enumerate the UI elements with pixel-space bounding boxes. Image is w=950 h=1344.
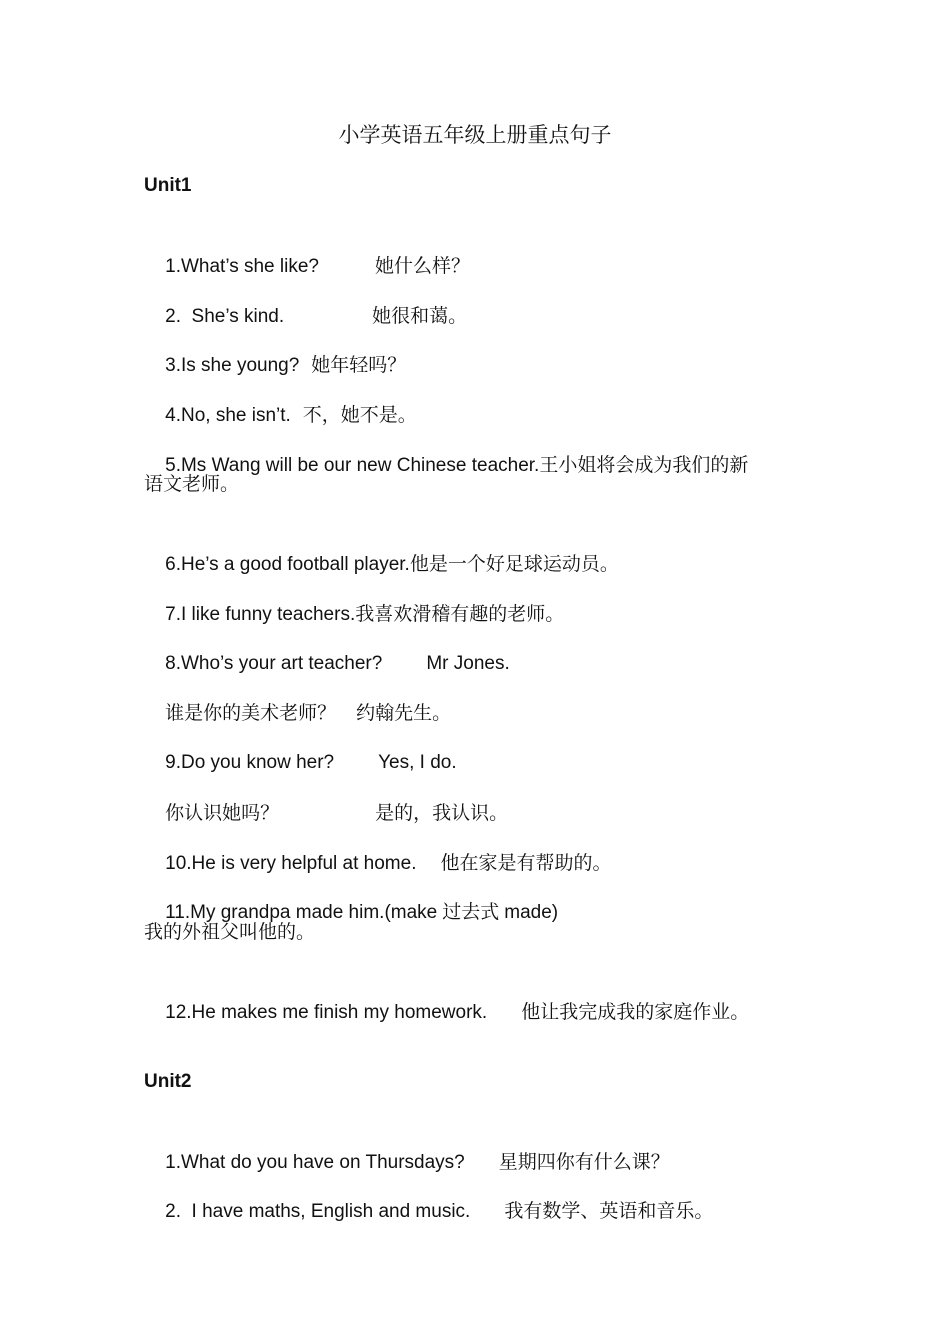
unit1-sentence-5: [144, 420, 749, 476]
sentence-english: 2. I have maths, English and music.: [165, 1201, 471, 1222]
sentence-chinese: 他让我完成我的家庭作业。: [521, 1001, 750, 1023]
unit1-sentence-9-translation: [144, 768, 509, 824]
sentence-english: 2. She’s kind.: [165, 306, 285, 327]
unit1-sentence-3: [144, 320, 407, 376]
sentence-note: 过去式: [442, 901, 500, 923]
sentence-chinese: 我喜欢滑稽有趣的老师。: [355, 603, 565, 625]
unit2-sentence-2: [144, 1166, 714, 1222]
sentence-english-answer: Mr Jones.: [426, 653, 510, 674]
sentence-chinese: 你认识她吗？: [165, 802, 280, 824]
unit1-sentence-8-translation: [144, 668, 452, 724]
unit2-heading: Unit2: [144, 1071, 192, 1092]
sentence-chinese: 她什么样？: [374, 255, 470, 277]
unit1-sentence-6: [144, 519, 619, 575]
unit1-sentence-11: [144, 867, 559, 923]
sentence-english: 11.My grandpa made him.(make: [165, 902, 438, 923]
unit1-sentence-7: [144, 569, 565, 625]
sentence-chinese: 不，她不是。: [302, 404, 417, 426]
sentence-english: 1.What do you have on Thursdays?: [165, 1152, 465, 1173]
sentence-english: 9.Do you know her?: [165, 752, 335, 773]
unit1-sentence-2: [144, 271, 468, 327]
sentence-english: made): [504, 902, 559, 923]
unit1-sentence-5-continued: 语文老师。: [144, 473, 240, 495]
sentence-chinese: 谁是你的美术老师？: [165, 702, 337, 724]
sentence-chinese: 王小姐将会成为我们的新: [539, 454, 749, 476]
sentence-chinese: 她年轻吗？: [311, 354, 407, 376]
sentence-english: 6.He’s a good football player.: [165, 554, 410, 575]
page-title: 小学英语五年级上册重点句子: [338, 123, 612, 147]
unit1-sentence-9: [144, 718, 457, 773]
unit1-sentence-11-translation: 我的外祖父叫他的。: [144, 921, 316, 943]
sentence-english: 1.What’s she like?: [165, 256, 319, 277]
unit1-sentence-12: [144, 967, 750, 1023]
sentence-chinese: 她很和蔼。: [372, 305, 468, 327]
sentence-chinese: 我有数学、英语和音乐。: [504, 1200, 714, 1222]
sentence-english-answer: Yes, I do.: [378, 752, 457, 773]
unit1-heading: Unit1: [144, 175, 192, 196]
unit2-sentence-1: [144, 1117, 670, 1173]
sentence-chinese: 他是一个好足球运动员。: [409, 553, 619, 575]
sentence-english: 3.Is she young?: [165, 355, 300, 376]
unit1-sentence-1: [144, 221, 470, 277]
sentence-english: 5.Ms Wang will be our new Chinese teacher.: [165, 455, 540, 476]
sentence-chinese: 星期四你有什么课？: [498, 1151, 670, 1173]
sentence-english: 12.He makes me finish my homework.: [165, 1002, 488, 1023]
sentence-chinese-answer: 是的，我认识。: [375, 802, 509, 824]
unit1-sentence-4: [144, 370, 417, 426]
unit1-sentence-10: [144, 818, 612, 874]
sentence-english: 10.He is very helpful at home.: [165, 853, 417, 874]
sentence-english: 8.Who’s your art teacher?: [165, 653, 383, 674]
unit1-sentence-8: [144, 619, 510, 674]
sentence-chinese: 他在家是有帮助的。: [440, 852, 612, 874]
sentence-chinese-answer: 约翰先生。: [356, 702, 452, 724]
sentence-english: 7.I like funny teachers.: [165, 604, 356, 625]
sentence-english: 4.No, she isn’t.: [165, 405, 291, 426]
